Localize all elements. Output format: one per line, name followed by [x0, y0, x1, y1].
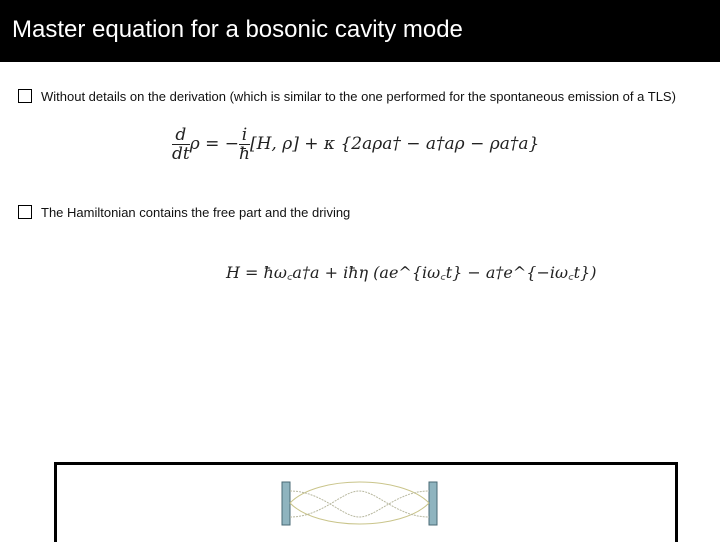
- derivative-fraction: [172, 126, 190, 163]
- derivative-numerator: d: [172, 126, 190, 145]
- left-mirror: [282, 482, 290, 525]
- fraction-denominator: ħ: [239, 144, 250, 164]
- mode-wave-1: [290, 482, 429, 503]
- bullet-text-derivation: Without details on the derivation (which is similar to the one performed for the spontaneous emission of a TLS): [41, 89, 676, 104]
- hollow-square-bullet-icon: [18, 89, 32, 103]
- i-over-hbar-fraction: [239, 126, 250, 163]
- hamiltonian-equation: H = ħω꜀a†a + iħη (ae^{iω꜀t} − a†e^{−iω꜀t}): [226, 263, 597, 282]
- slide-title: Master equation for a bosonic cavity mode: [12, 16, 463, 43]
- fraction-numerator: i: [239, 126, 250, 145]
- bullet-text-hamiltonian: The Hamiltonian contains the free part and the driving: [41, 205, 351, 220]
- cavity-diagram-box: [54, 462, 678, 542]
- right-mirror: [429, 482, 437, 525]
- hollow-square-bullet-icon: [18, 205, 32, 219]
- title-bar: [0, 0, 720, 62]
- cavity-diagram: [57, 465, 675, 545]
- derivative-denominator: dt: [172, 144, 190, 164]
- equals-sign: = −: [199, 134, 240, 154]
- master-equation: [172, 126, 539, 163]
- rho-symbol: ρ: [189, 134, 200, 154]
- master-equation-rest: [H, ρ] + κ {2aρa† − a†aρ − ρa†a}: [249, 134, 540, 154]
